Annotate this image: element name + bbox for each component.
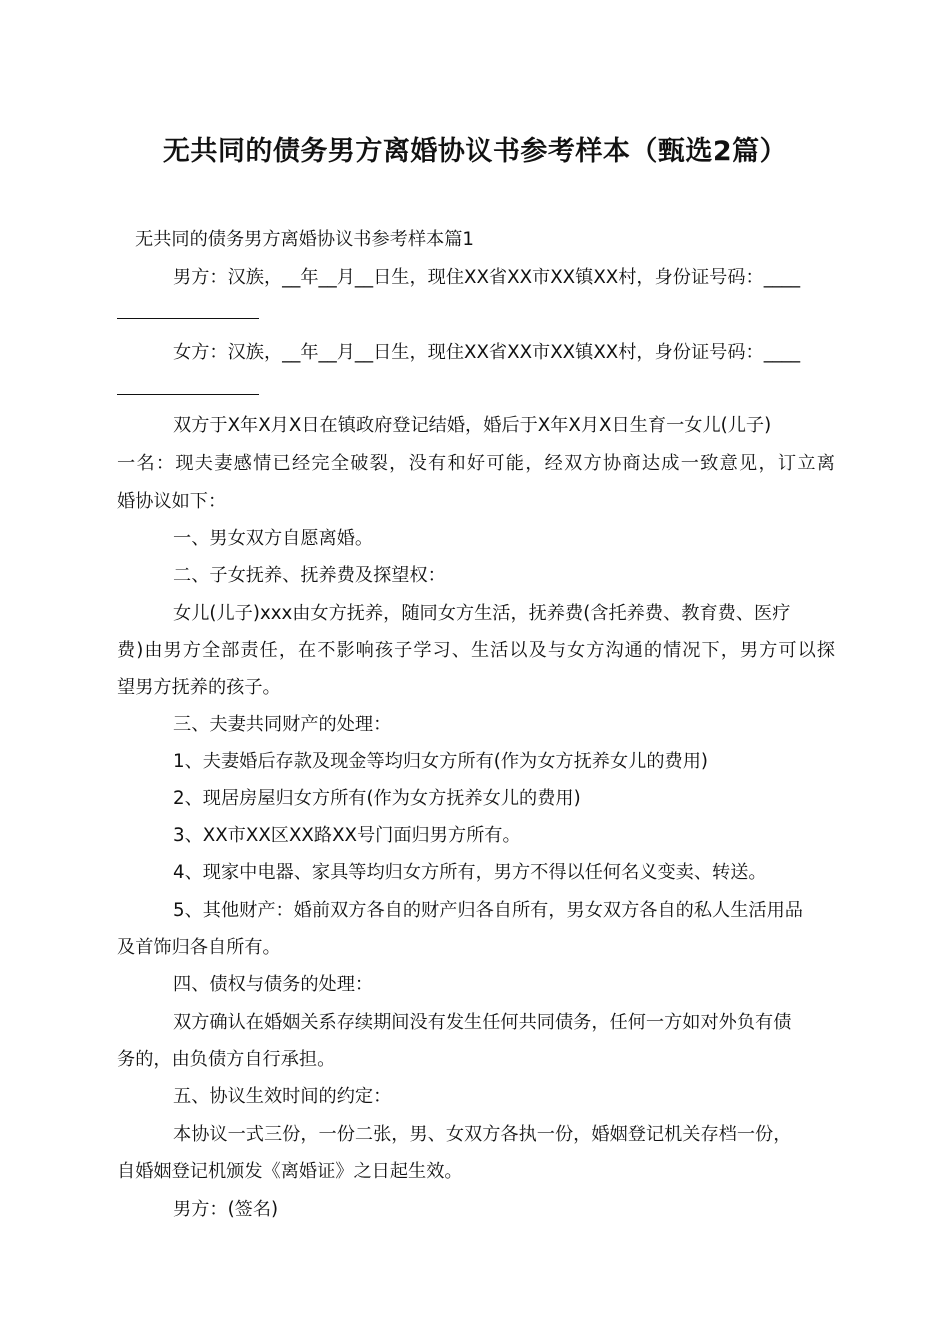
id-number-blank: [117, 394, 259, 395]
list-item: 4、现家中电器、家具等均归女方所有，男方不得以任何名义变卖、转送。: [173, 862, 767, 883]
paragraph-line: 女儿(儿子)xxx由女方抚养，随同女方生活，抚养费(含托养费、教育费、医疗: [173, 603, 791, 624]
list-item: 2、现居房屋归女方所有(作为女方抚养女儿的费用): [173, 788, 581, 809]
clause-heading: 一、男女双方自愿离婚。: [173, 528, 374, 549]
male-info-line: 男方：汉族，__年__月__日生，现住XX省XX市XX镇XX村，身份证号码：____: [173, 267, 801, 288]
clause-heading: 三、夫妻共同财产的处理：: [173, 714, 392, 735]
paragraph-line: 费)由男方全部责任，在不影响孩子学习、生活以及与女方沟通的情况下，男方可以探: [117, 640, 835, 661]
signature-line: 男方：(签名): [173, 1199, 279, 1220]
list-item: 5、其他财产：婚前双方各自的财产归各自所有，男女双方各自的私人生活用品: [173, 900, 803, 921]
paragraph-line: 双方确认在婚姻关系存续期间没有发生任何共同债务，任何一方如对外负有债: [173, 1012, 792, 1033]
paragraph-line: 双方于X年X月X日在镇政府登记结婚，婚后于X年X月X日生育一女儿(儿子): [173, 415, 772, 436]
section-heading: 无共同的债务男方离婚协议书参考样本篇1: [135, 229, 474, 250]
paragraph-line: 婚协议如下：: [117, 491, 227, 512]
paragraph-line: 务的，由负债方自行承担。: [117, 1049, 336, 1070]
document-title: 无共同的债务男方离婚协议书参考样本（甄选2篇）: [162, 136, 788, 167]
paragraph-line: 自婚姻登记机颁发《离婚证》之日起生效。: [117, 1161, 463, 1182]
paragraph-line: 本协议一式三份，一份二张，男、女双方各执一份，婚姻登记机关存档一份，: [173, 1124, 792, 1145]
id-number-blank: [117, 318, 259, 319]
clause-heading: 五、协议生效时间的约定：: [173, 1086, 392, 1107]
paragraph-line: 望男方抚养的孩子。: [117, 677, 281, 698]
list-item: 3、XX市XX区XX路XX号门面归男方所有。: [173, 825, 521, 846]
list-item: 及首饰归各自所有。: [117, 937, 281, 958]
clause-heading: 四、债权与债务的处理：: [173, 974, 374, 995]
clause-heading: 二、子女抚养、抚养费及探望权：: [173, 565, 446, 586]
female-info-line: 女方：汉族，__年__月__日生，现住XX省XX市XX镇XX村，身份证号码：____: [173, 342, 801, 363]
list-item: 1、夫妻婚后存款及现金等均归女方所有(作为女方抚养女儿的费用): [173, 751, 709, 772]
paragraph-line: 一名：现夫妻感情已经完全破裂，没有和好可能，经双方协商达成一致意见，订立离: [117, 453, 835, 474]
